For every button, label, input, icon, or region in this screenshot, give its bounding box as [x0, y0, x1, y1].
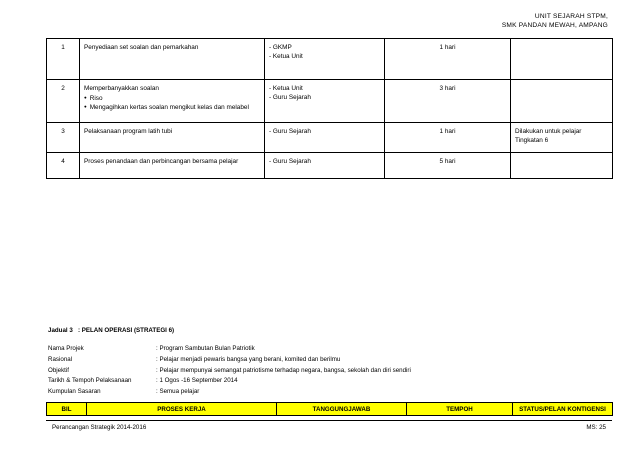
info-row [48, 366, 411, 377]
process-cell [80, 39, 265, 80]
responsibility-cell [265, 153, 385, 179]
page-number: MS: 25 [586, 424, 606, 431]
responsibility-cell [265, 39, 385, 80]
info-row [48, 344, 411, 355]
status-cell [511, 80, 613, 123]
work-process-table [46, 38, 613, 179]
footer-title: Perancangan Strategik 2014-2016 [52, 424, 147, 431]
process-text: Pelaksanaan program latih tubi [84, 128, 173, 135]
info-value: : Pelajar mempunyai semangat patriotisme terhadap negara, bangsa, sekolah dan diri sendiri [156, 366, 411, 374]
info-value: : Semua pelajar [156, 388, 200, 396]
process-cell [80, 153, 265, 179]
row-number: 4 [47, 153, 80, 179]
duration: 3 hari [385, 80, 511, 123]
header-line-1: UNIT SEJARAH STPM, [534, 13, 608, 20]
person: - Ketua Unit [269, 52, 303, 60]
col-tanggungjawab: TANGGUNGJAWAB [277, 403, 407, 416]
table-row [47, 123, 613, 153]
person: - GKMP [269, 44, 292, 51]
col-bil: BIL [47, 403, 87, 416]
info-value: : Pelajar menjadi pewaris bangsa yang berani, komited dan berilmu [156, 355, 341, 363]
status-cell: Dilakukan untuk pelajar Tingkatan 6 [511, 123, 613, 153]
process-cell [80, 80, 265, 123]
header-line-2: SMK PANDAN MEWAH, AMPANG [501, 22, 608, 29]
bullet-item: ● Riso [84, 94, 260, 104]
person: - Guru Sejarah [269, 158, 311, 165]
page-footer [46, 420, 612, 431]
status-cell [511, 39, 613, 80]
process-text: Penyediaan set soalan dan pemarkahan [84, 44, 199, 51]
table-row [47, 39, 613, 80]
process-cell [80, 123, 265, 153]
section-label: Jadual 3 [48, 327, 73, 334]
info-key: Objektif [48, 366, 69, 374]
person: - Ketua Unit [269, 85, 303, 92]
info-key: Kumpulan Sasaran [48, 388, 101, 396]
info-row [48, 387, 411, 398]
person: - Guru Sejarah [269, 93, 311, 101]
bullet-item: ● Mengagihkan kertas soalan mengikut kelas dan melabel [84, 103, 260, 113]
duration: 1 hari [385, 39, 511, 80]
section-heading [48, 327, 174, 334]
info-key: Rasional [48, 355, 73, 363]
info-row [48, 376, 411, 387]
section-title: : PELAN OPERASI (STRATEGI 6) [77, 327, 175, 334]
process-text: Proses penandaan dan perbincangan bersama pelajar [84, 158, 239, 165]
info-key: Nama Projek [48, 345, 84, 352]
process-text: Memperbanyakkan soalan [84, 85, 159, 92]
duration: 1 hari [385, 123, 511, 153]
row-number: 1 [47, 39, 80, 80]
header-row [47, 403, 613, 416]
row-number: 2 [47, 80, 80, 123]
document-header [502, 12, 608, 30]
col-status: STATUS/PELAN KONTIGENSI [513, 403, 613, 416]
info-value: : Program Sambutan Bulan Patriotik [156, 345, 255, 352]
project-info [48, 344, 411, 398]
info-row [48, 355, 411, 366]
duration: 5 hari [385, 153, 511, 179]
col-tempoh: TEMPOH [407, 403, 513, 416]
responsibility-cell [265, 123, 385, 153]
operation-plan-header [46, 402, 613, 416]
col-proses-kerja: PROSES KERJA [87, 403, 277, 416]
status-cell [511, 153, 613, 179]
table-row [47, 153, 613, 179]
table-row [47, 80, 613, 123]
row-number: 3 [47, 123, 80, 153]
person: - Guru Sejarah [269, 128, 311, 135]
responsibility-cell [265, 80, 385, 123]
info-key: Tarikh & Tempoh Pelaksanaan [48, 377, 132, 385]
info-value: : 1 Ogos -16 September 2014 [156, 377, 238, 385]
